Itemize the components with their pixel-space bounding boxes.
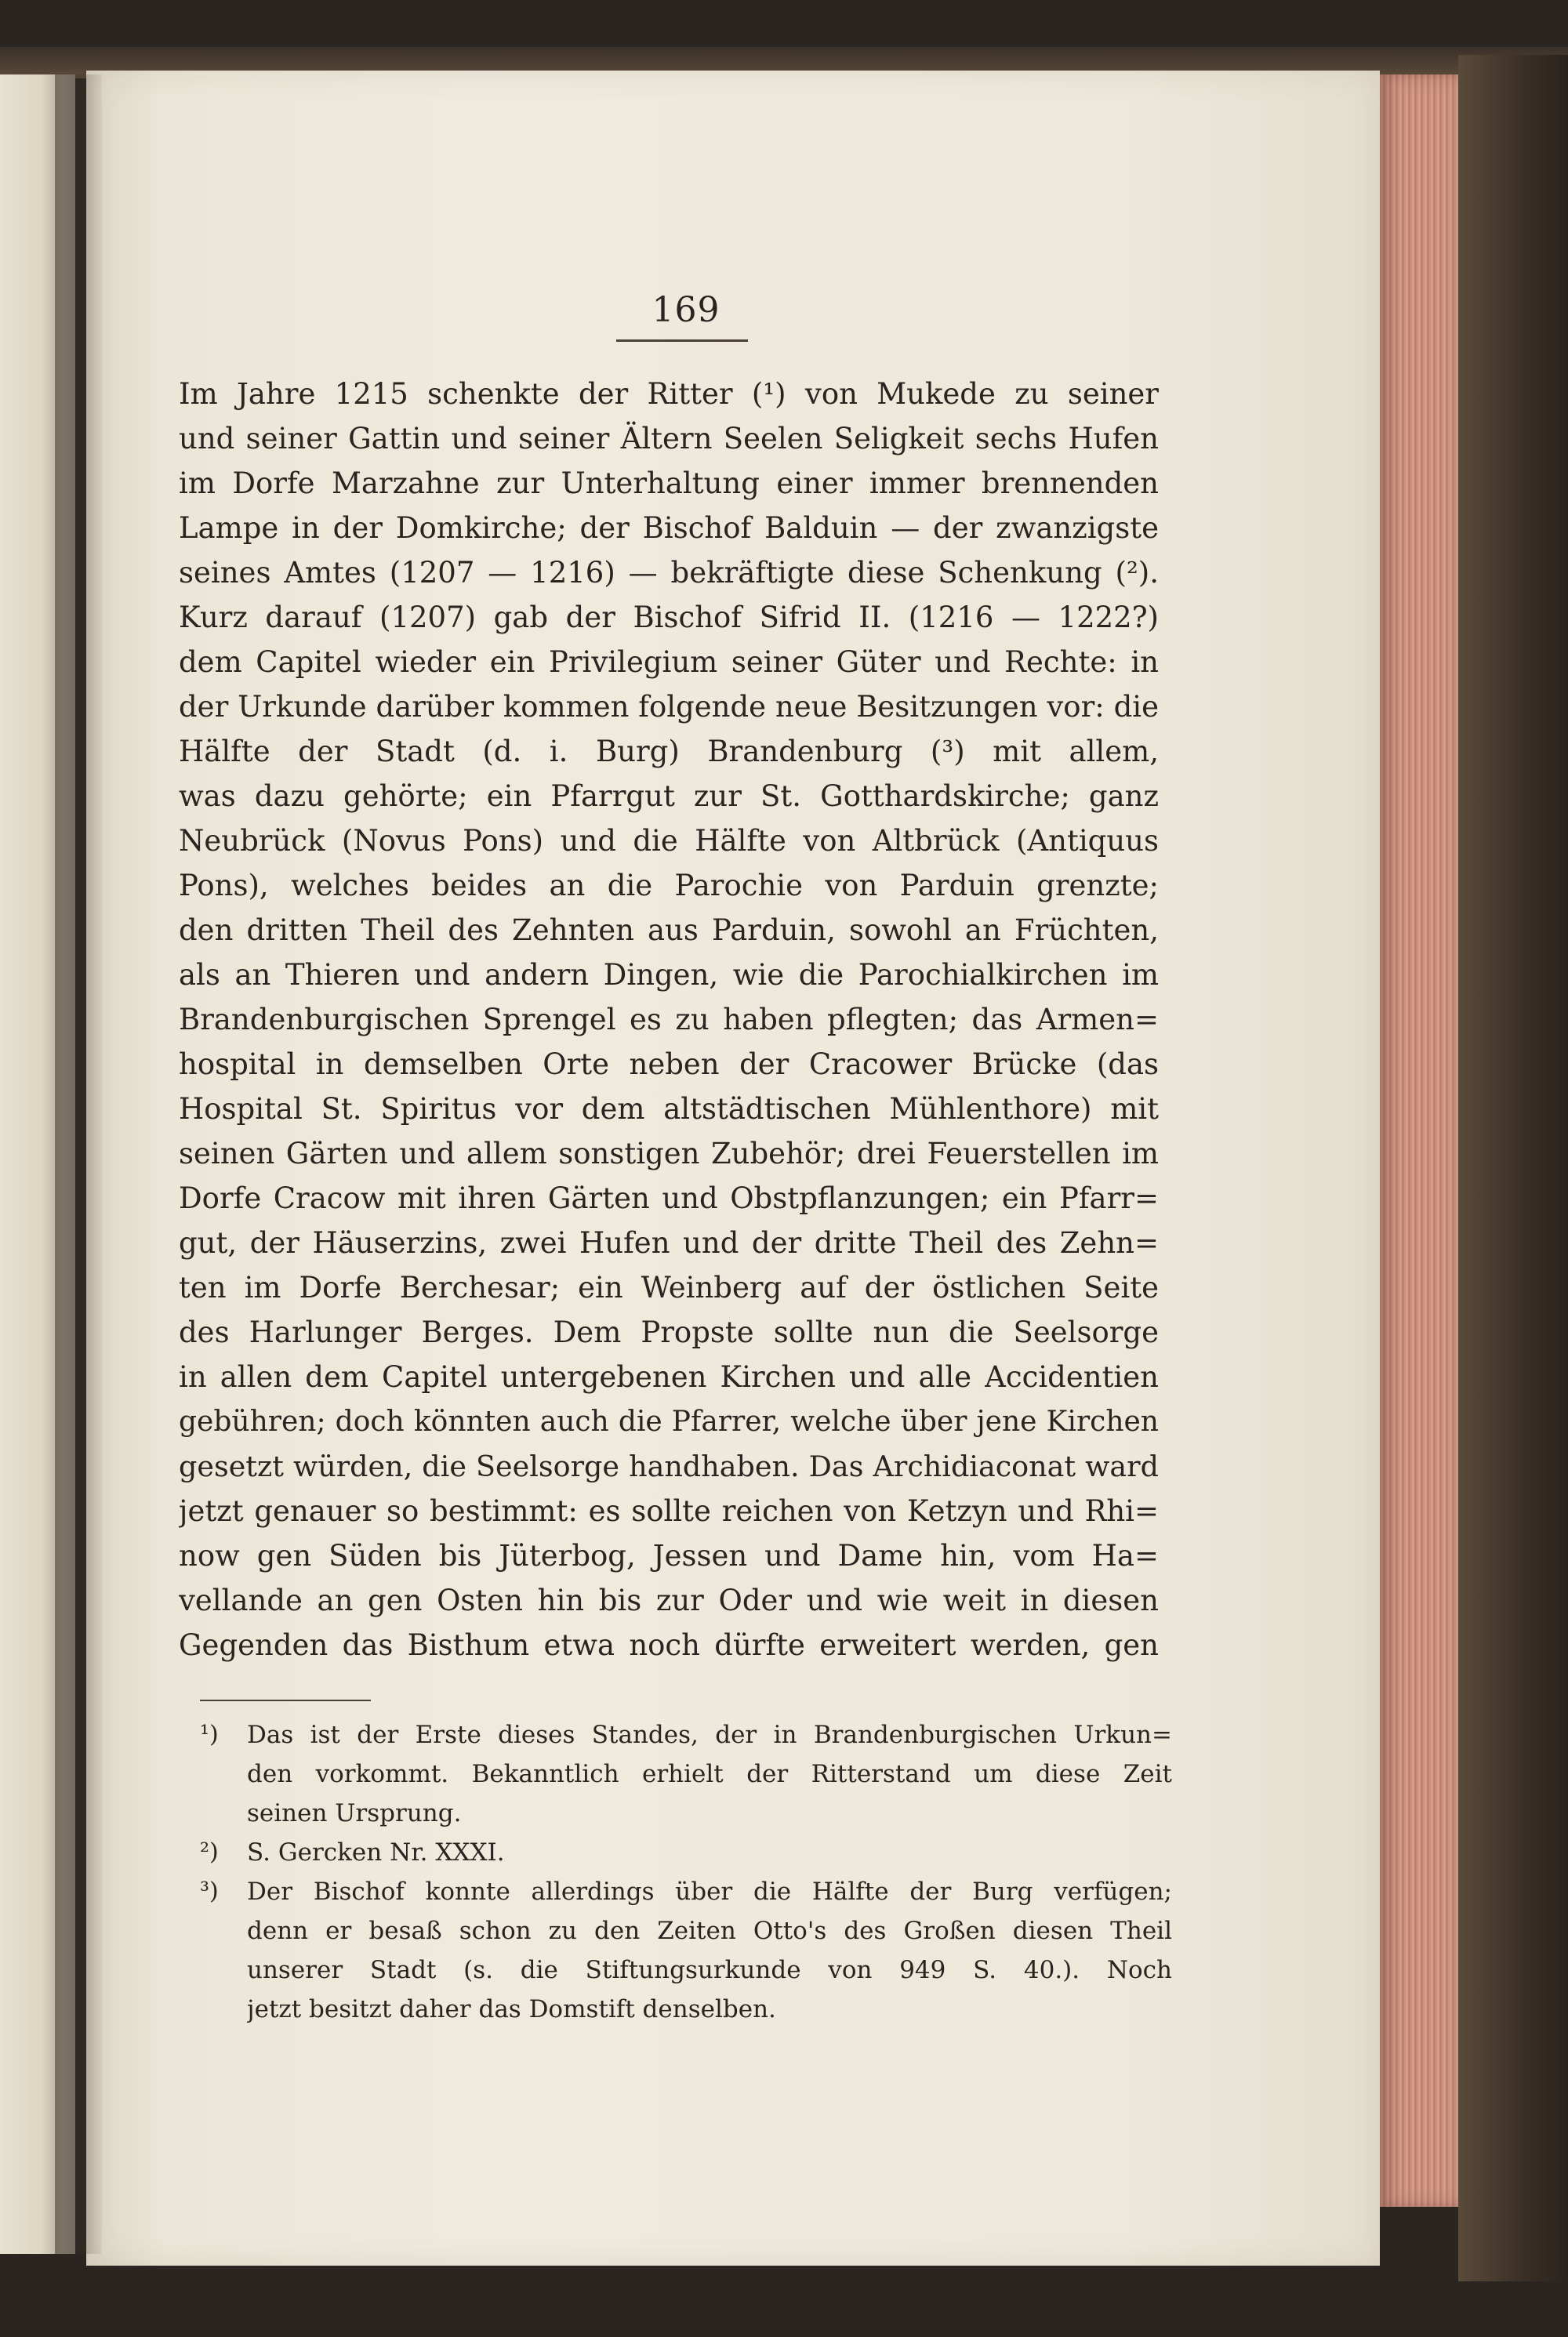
body-line: jetzt genauer so bestimmt: es sollte reichen von Ketzyn und Rhi= bbox=[179, 1494, 1159, 1528]
footnote-marker: ²) bbox=[200, 1838, 219, 1866]
footnotes bbox=[200, 1715, 1172, 2029]
footnote-line: den vorkommt. Bekanntlich erhielt der Ritterstand um diese Zeit bbox=[247, 1760, 1172, 1788]
body-line: dem Capitel wieder ein Privilegium seiner Güter und Rechte: in bbox=[179, 645, 1159, 679]
footnote bbox=[200, 1715, 1172, 1833]
footnote-marker: ¹) bbox=[200, 1721, 219, 1748]
body-line: Kurz darauf (1207) gab der Bischof Sifrid II. (1216 — 1222?) bbox=[179, 601, 1159, 634]
gutter-shadow bbox=[55, 74, 102, 2254]
body-line: Hospital St. Spiritus vor dem altstädtischen Mühlenthore) mit bbox=[179, 1092, 1159, 1126]
footnote-line: unserer Stadt (s. die Stiftungsurkunde von 949 S. 40.). Noch bbox=[247, 1956, 1172, 1984]
footnote bbox=[200, 1872, 1172, 2029]
body-line: Pons), welches beides an die Parochie von Parduin grenzte; bbox=[179, 869, 1159, 902]
body-line: hospital in demselben Orte neben der Cracower Brücke (das bbox=[179, 1047, 1159, 1081]
footnote bbox=[200, 1833, 1172, 1872]
footnote-marker: ³) bbox=[200, 1878, 219, 1905]
body-line: als an Thieren und andern Dingen, wie die Parochialkirchen im bbox=[179, 958, 1159, 992]
body-line: Neubrück (Novus Pons) und die Hälfte von Altbrück (Antiquus bbox=[179, 824, 1159, 858]
footnote-line: denn er besaß schon zu den Zeiten Otto's des Großen diesen Theil bbox=[247, 1917, 1172, 1945]
body-line: Lampe in der Domkirche; der Bischof Balduin — der zwanzigste bbox=[179, 511, 1159, 545]
footnote-line: Das ist der Erste dieses Standes, der in Brandenburgischen Urkun= bbox=[247, 1721, 1172, 1749]
page-edges bbox=[1380, 74, 1458, 2207]
body-line: Brandenburgischen Sprengel es zu haben pflegten; das Armen= bbox=[179, 1003, 1159, 1036]
body-line: der Urkunde darüber kommen folgende neue Besitzungen vor: die bbox=[179, 690, 1159, 724]
body-line: im Dorfe Marzahne zur Unterhaltung einer immer brennenden bbox=[179, 466, 1159, 500]
footnote-line: Der Bischof konnte allerdings über die Hälfte der Burg verfügen; bbox=[247, 1878, 1172, 1906]
body-line: seinen Gärten und allem sonstigen Zubehör; drei Feuerstellen im bbox=[179, 1137, 1159, 1170]
body-line: Gegenden das Bisthum etwa noch dürfte erweitert werden, gen bbox=[179, 1628, 1159, 1662]
body-line: Dorfe Cracow mit ihren Gärten und Obstpflanzungen; ein Pfarr= bbox=[179, 1181, 1159, 1215]
body-line: den dritten Theil des Zehnten aus Parduin, sowohl an Früchten, bbox=[179, 913, 1159, 947]
body-line: was dazu gehörte; ein Pfarrgut zur St. Gotthardskirche; ganz bbox=[179, 779, 1159, 813]
body-line: ten im Dorfe Berchesar; ein Weinberg auf der östlichen Seite bbox=[179, 1271, 1159, 1305]
book-cover-right bbox=[1458, 55, 1568, 2281]
body-line: seines Amtes (1207 — 1216) — bekräftigte diese Schenkung (²). bbox=[179, 556, 1159, 590]
footnote-line: seinen Ursprung. bbox=[247, 1799, 462, 1827]
body-line: und seiner Gattin und seiner Ältern Seelen Seligkeit sechs Hufen bbox=[179, 422, 1159, 455]
body-line: gut, der Häuserzins, zwei Hufen und der dritte Theil des Zehn= bbox=[179, 1226, 1159, 1260]
body-line: in allen dem Capitel untergebenen Kirchen und alle Accidentien bbox=[179, 1360, 1159, 1394]
body-line: gesetzt würden, die Seelsorge handhaben. Das Archidiaconat ward bbox=[179, 1450, 1159, 1483]
body-line: vellande an gen Osten hin bis zur Oder und wie weit in diesen bbox=[179, 1584, 1159, 1617]
footnote-rule bbox=[200, 1700, 371, 1701]
body-line: gebühren; doch könnten auch die Pfarrer, welche über jene Kirchen bbox=[179, 1406, 1159, 1438]
page-number: 169 bbox=[652, 290, 720, 330]
footnote-line: S. Gercken Nr. XXXI. bbox=[247, 1838, 505, 1867]
body-text bbox=[179, 372, 1159, 1667]
footnote-line: jetzt besitzt daher das Domstift denselben. bbox=[247, 1995, 776, 2023]
body-line: des Harlunger Berges. Dem Propste sollte nun die Seelsorge bbox=[179, 1315, 1159, 1349]
body-line: Im Jahre 1215 schenkte der Ritter (¹) von Mukede zu seiner bbox=[179, 377, 1159, 411]
body-line: Hälfte der Stadt (d. i. Burg) Brandenburg (³) mit allem, bbox=[179, 735, 1159, 768]
page-number-rule bbox=[616, 339, 748, 342]
body-line: now gen Süden bis Jüterbog, Jessen und Dame hin, vom Ha= bbox=[179, 1539, 1159, 1573]
